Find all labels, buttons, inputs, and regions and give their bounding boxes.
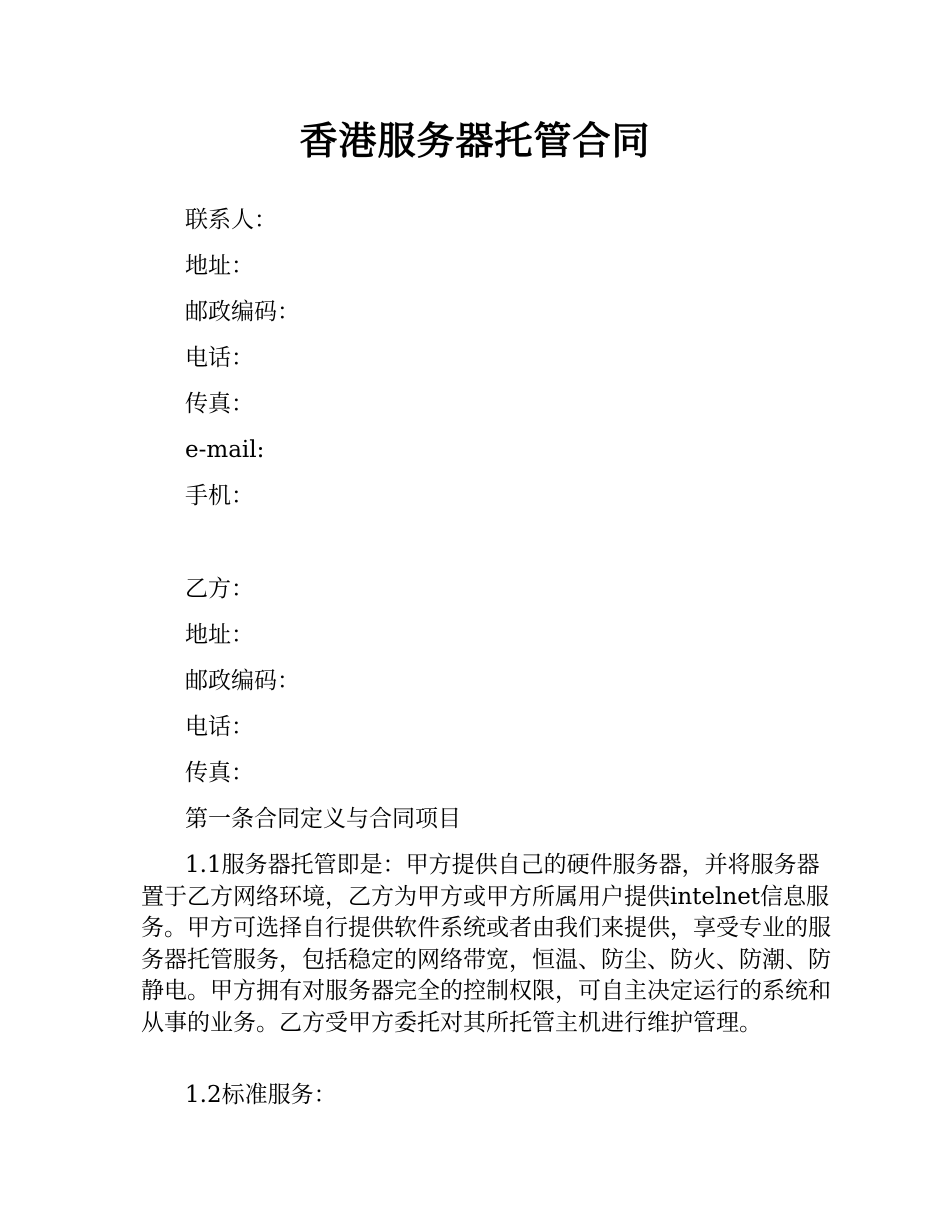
- party-b-phone-label: 电话：: [185, 714, 254, 740]
- party-b-label: 乙方：: [185, 576, 254, 602]
- party-b-address-label: 地址：: [185, 622, 254, 648]
- party-b-fax-label: 传真：: [185, 760, 254, 786]
- fax-label: 传真：: [185, 391, 254, 417]
- document-title: 香港服务器托管合同: [299, 119, 651, 163]
- clause-1-1: 1.1服务器托管即是：甲方提供自己的硬件服务器，并将服务器置于乙方网络环境，乙方为甲方或甲方所属用户提供intelnet信息服务。甲方可选择自行提供软件系统或者由我们来提供，享受专业的服务器托管服务，包括稳定的网络带宽，恒温、防尘、防火、防潮、防静电。甲方拥有对服务器完全的控制权限，可自主决定运行的系统和从事的业务。乙方受甲方委托对其所托管主机进行维护管理。: [141, 852, 831, 1036]
- address-label: 地址：: [185, 253, 254, 279]
- contact-person-label: 联系人：: [185, 207, 277, 233]
- phone-label: 电话：: [185, 345, 254, 371]
- mobile-label: 手机：: [185, 483, 254, 509]
- clause-1-2: 1.2标准服务：: [185, 1082, 337, 1108]
- section-1-heading: 第一条合同定义与合同项目: [185, 806, 461, 832]
- postal-code-label: 邮政编码：: [185, 299, 300, 325]
- email-label: e-mail:: [185, 437, 265, 463]
- party-b-postal-code-label: 邮政编码：: [185, 668, 300, 694]
